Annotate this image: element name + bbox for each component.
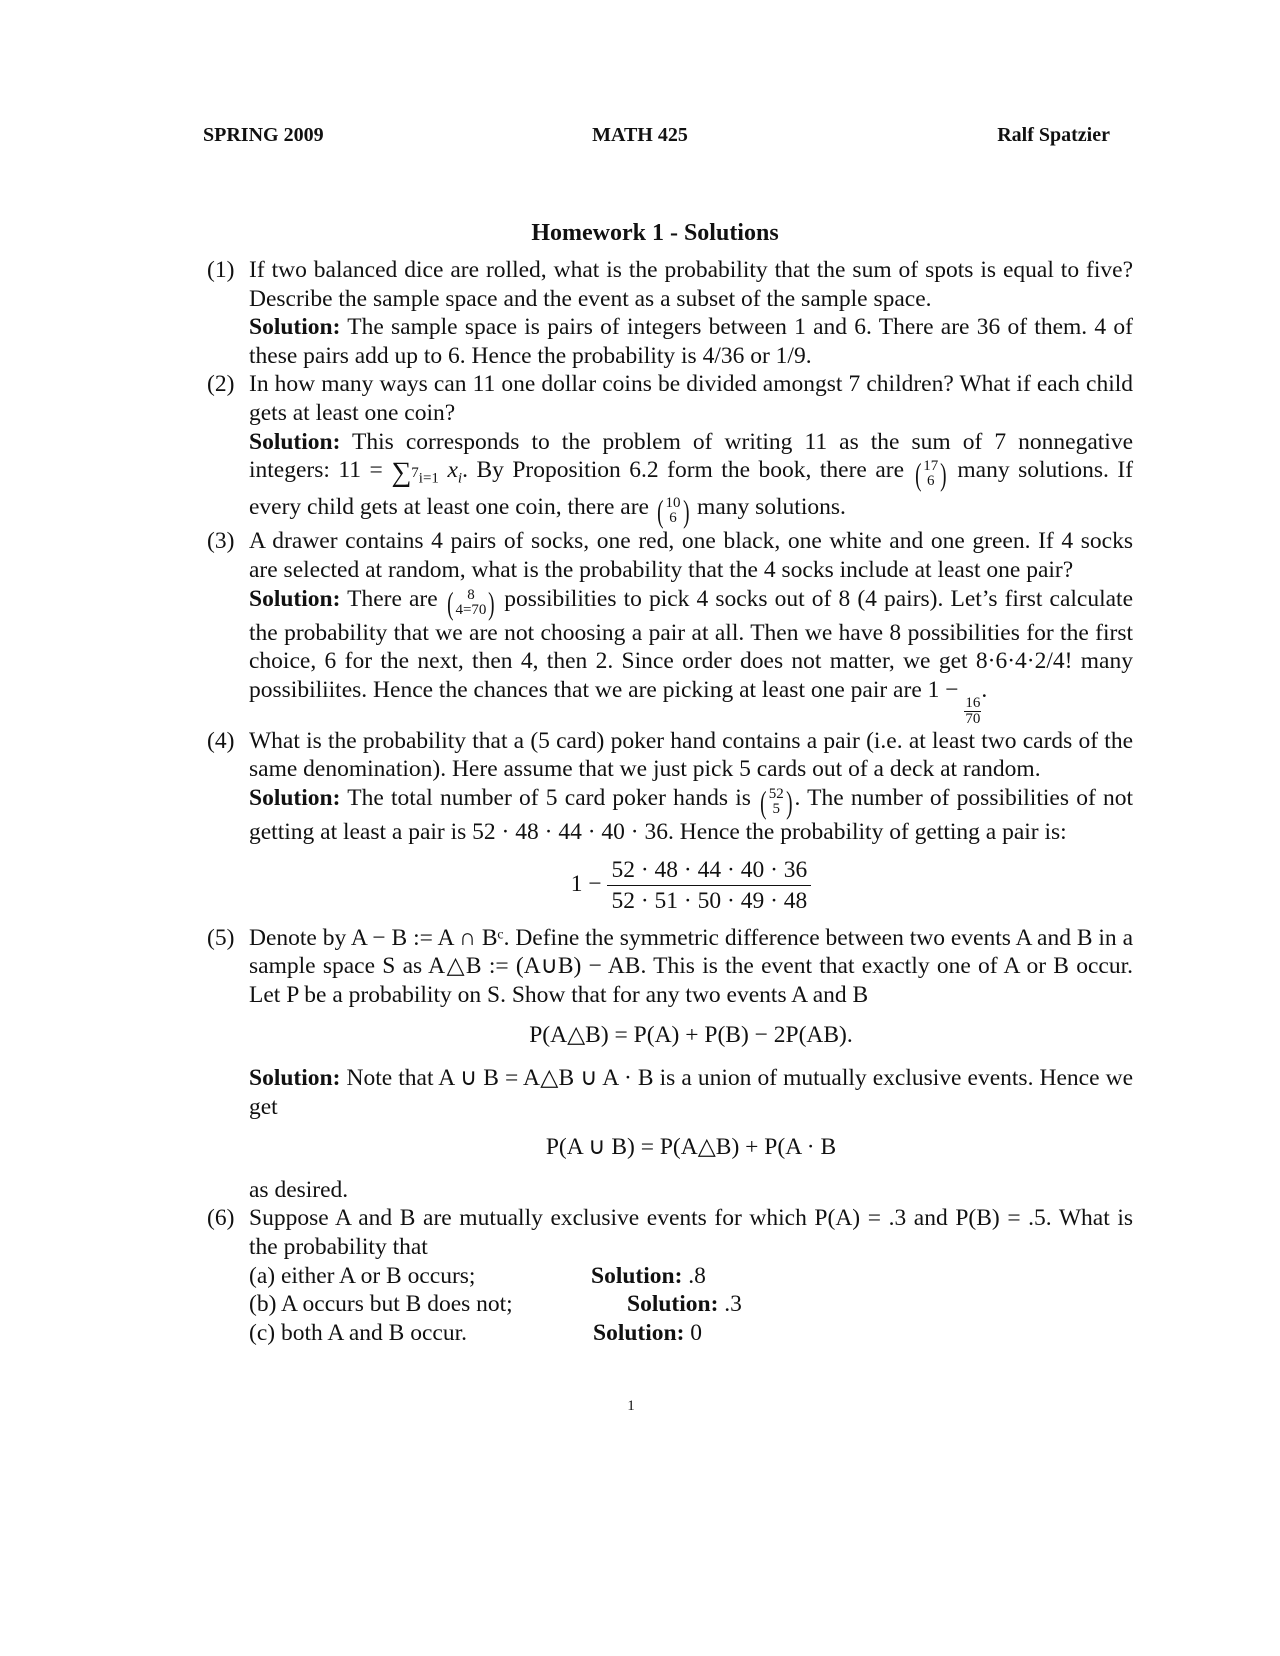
- binom-bottom: 6: [926, 473, 935, 490]
- solution-text: The sample space is pairs of integers between 1 and 6. There are 36 of them. 4 of these pairs add up to 6. Hence the probability is 4/36 or 1/9.: [249, 314, 1133, 369]
- display-equation: P(A△B) = P(A) + P(B) − 2P(AB).: [529, 1022, 853, 1049]
- page-title: Homework 1 - Solutions: [531, 220, 779, 246]
- binomial: ( 8 4=70 ): [446, 584, 495, 621]
- display-equation: [249, 855, 1133, 916]
- problem-number: (3): [207, 528, 235, 555]
- problem-solution: [249, 1064, 1133, 1121]
- sub-part-a: [249, 1262, 1133, 1291]
- problem-question: Suppose A and B are mutually exclusive events for which P(A) = .3 and P(B) = .5. What is the probability that: [249, 1205, 1133, 1260]
- solution-answer: .8: [688, 1262, 706, 1289]
- solution-label: Solution:: [593, 1319, 685, 1346]
- problem-number: (2): [207, 371, 235, 398]
- problem-question: A drawer contains 4 pairs of socks, one red, one black, one white and one green. If 4 socks are selected at random, what is the probability that the 4 socks include at least one pair?: [249, 528, 1133, 584]
- problem-2: [207, 370, 1134, 530]
- sub-part-label: (a) either A or B occurs;: [249, 1262, 476, 1289]
- solution-label: Solution:: [249, 585, 341, 612]
- problem-number: (4): [207, 727, 235, 754]
- solution-text: possibilities to pick 4 socks out of 8 (4 pairs). Let’s first calculate the probability that we are not choosing a pair at all. Then we have 8 possibilities for the first choice, 6 for the next, then 4, then 2. Since order does not matter, we get 8·6·4·2/4! many possibiliites. Hence the chances that we are picking at least one pair are 1 −: [249, 585, 1134, 703]
- problem-question: What is the probability that a (5 card) poker hand contains a pair (i.e. at least two cards of the same denomination). Here assume that we just pick 5 cards out of a deck at random.: [249, 727, 1133, 783]
- sum-expression: $\sum 7_{i=1}$ $x_i$: [391, 457, 463, 489]
- problem-question: Denote by A − B := A ∩ Bᶜ. Define the symmetric difference between two events A and B in a sample space S as A△B := (A∪B) − AB. This is the event that exactly one of A or B occur. Let P be a probability on S. Show that for any two events A and B: [249, 924, 1133, 1008]
- binom-bottom: 6: [669, 510, 677, 527]
- solution-text: The total number of 5 card poker hands is: [347, 785, 751, 811]
- solution-label: Solution:: [591, 1262, 683, 1289]
- binom-top: 8: [467, 586, 475, 603]
- solution-text: This corresponds to the problem of writing 11 as the sum of 7 nonnegative integers: 11 =: [249, 428, 1133, 484]
- fraction-denominator: 70: [965, 710, 981, 727]
- binom-top: 10: [665, 495, 681, 512]
- solution-label: Solution:: [627, 1291, 719, 1318]
- binomial: ( 52 5 ): [760, 784, 793, 820]
- binom-bottom: 4=70: [455, 601, 487, 618]
- solution-label: Solution:: [249, 1064, 341, 1091]
- solution-answer: 0: [690, 1319, 703, 1346]
- binom-top: 52: [768, 786, 784, 802]
- sub-part-b: [249, 1290, 1133, 1319]
- solution-answer: .3: [724, 1291, 742, 1318]
- problem-number: (6): [207, 1205, 235, 1232]
- solution-label: Solution:: [249, 785, 341, 811]
- header-author: Ralf Spatzier: [997, 124, 1110, 146]
- problem-3: [207, 527, 1134, 727]
- fraction-numerator: 16: [965, 694, 981, 711]
- solution-text: . The number of possibilities of not getting at least a pair is 52 · 48 · 44 · 40 · 36. Hence the probability of getting a pair is:: [249, 785, 1134, 845]
- problem-list: [207, 256, 1134, 1347]
- problem-solution: [249, 784, 1133, 847]
- problem-number: (5): [207, 924, 235, 951]
- problem-6: [207, 1204, 1133, 1347]
- solution-label: Solution:: [249, 314, 341, 341]
- fraction: [607, 855, 811, 916]
- problem-4: [207, 727, 1134, 916]
- closing-text: as desired.: [249, 1176, 349, 1203]
- problem-question: In how many ways can 11 one dollar coins be divided amongst 7 children? What if each child gets at least one coin?: [249, 371, 1133, 426]
- display-equation: P(A ∪ B) = P(A△B) + P(A · B: [545, 1134, 837, 1161]
- header-term: SPRING 2009: [203, 124, 324, 146]
- sub-part-c: [249, 1319, 1133, 1348]
- equation-prefix: 1 −: [570, 870, 602, 897]
- solution-label: Solution:: [249, 428, 341, 455]
- solution-text: . By Proposition 6.2 form the book, there are: [462, 457, 905, 484]
- header-course: MATH 425: [592, 124, 688, 146]
- sub-part-label: (c) both A and B occur.: [249, 1319, 467, 1346]
- page-number: 1: [627, 1398, 635, 1414]
- binom-bottom: 5: [772, 801, 781, 817]
- problem-question: If two balanced dice are rolled, what is the probability that the sum of spots is equal to five? Describe the sample space and the event as a subset of the sample space.: [249, 257, 1133, 312]
- fraction-denominator: 52 · 51 · 50 · 49 · 48: [611, 887, 808, 914]
- sub-part-label: (b) A occurs but B does not;: [249, 1291, 513, 1318]
- problem-solution: [249, 428, 1133, 528]
- problem-solution: Solution: There are ( 8 4=70 ) possibilities to pick 4 socks out of 8 (4 pairs). Let’s first calculate the probability that we are not choosing a pair at all. Then we have 8 possibilities for the first choice, 6 for the next, then 4, then 2. Since order does not matter, we get 8·6·4·2/4! many possibiliites. Hence the chances that we are picking at least one pair are 1 − $\frac{16}{70}$ .: [249, 584, 1134, 727]
- problem-solution: [249, 313, 1133, 370]
- problem-number: (1): [207, 257, 235, 283]
- solution-text: many solutions. If every child gets at least one coin, there are: [249, 457, 1134, 521]
- fraction: [964, 696, 981, 727]
- problem-1: [207, 256, 1133, 370]
- fraction-numerator: 52 · 48 · 44 · 40 · 36: [607, 855, 811, 886]
- solution-text: Note that A ∪ B = A△B ∪ A · B is a union of mutually exclusive events. Hence we get: [249, 1064, 1134, 1120]
- solution-text: There are: [347, 585, 438, 612]
- binomial: ( 17 6 ): [914, 456, 947, 493]
- binom-top: 17: [923, 458, 939, 475]
- binomial: ( 10 6 ): [656, 493, 690, 530]
- problem-5: [207, 924, 1134, 1205]
- solution-text: many solutions.: [697, 494, 846, 521]
